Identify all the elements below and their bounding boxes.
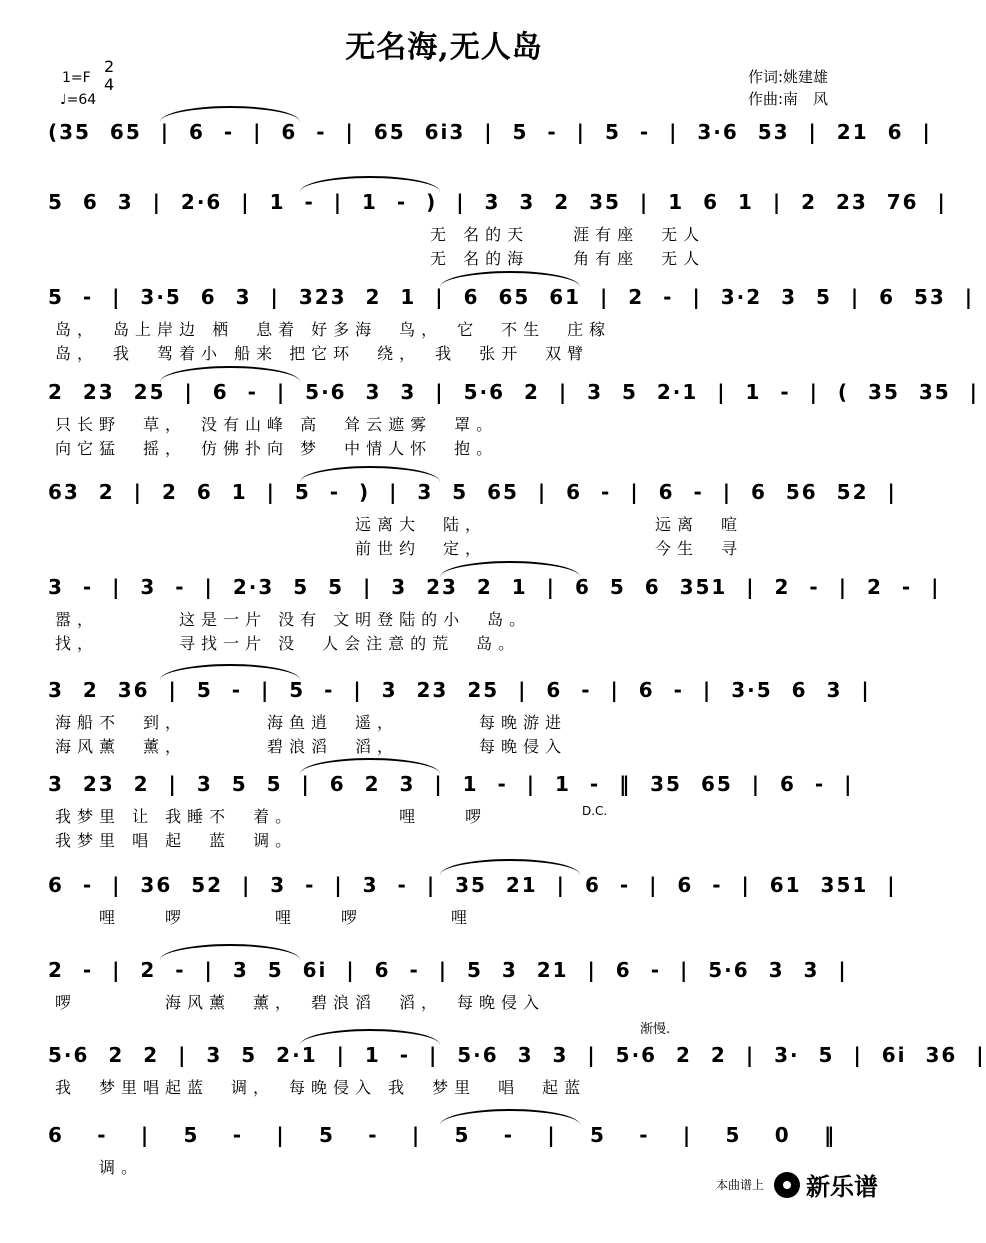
notes-text: 3 - | 3 - | 2·3 5 5 | 3 23 2 1 | 6 5 6 351 | 2 - | 2 - | xyxy=(48,575,941,599)
lyric-text: 向它猛 摇， 仿佛扑向 梦 中情人怀 抱。 xyxy=(55,439,499,458)
notes-text: (35 65 | 6 - | 6 - | 65 6i3 | 5 - | 5 - | 3·6 53 | 21 6 | xyxy=(48,120,932,144)
lyric-line xyxy=(0,317,888,339)
composer: 作曲:南 风 xyxy=(747,90,828,108)
lyric-text: 岛， 岛上岸边 栖 息着 好多海 鸟， 它 不生 庄稼 xyxy=(55,320,612,339)
notes-line xyxy=(0,1043,986,1077)
notes-text: 5 6 3 | 2·6 | 1 - | 1 - ) | 3 3 2 35 | 1 6 1 | 2 23 76 | xyxy=(48,190,947,214)
lyric-line xyxy=(0,1075,888,1097)
notes-text: 2 - | 2 - | 3 5 6i | 6 - | 5 3 21 | 6 - | 5·6 3 3 | xyxy=(48,958,848,982)
lyric-line xyxy=(0,734,888,756)
notes-line xyxy=(0,873,897,907)
lyric-line xyxy=(0,436,888,458)
notes-line xyxy=(0,958,888,992)
notes-line xyxy=(0,772,888,806)
notes-line xyxy=(0,1123,888,1157)
lyric-line xyxy=(0,512,888,534)
lyric-text: 无 名的天 涯有座 无人 xyxy=(430,225,706,244)
notes-line xyxy=(0,480,897,514)
lyric-text: 我梦里 唱 起 蓝 调。 xyxy=(55,831,298,850)
notes-text: 5·6 2 2 | 3 5 2·1 | 1 - | 5·6 3 3 | 5·6 2 2 | 3· 5 | 6i 36 | xyxy=(48,1043,986,1067)
lyric-line xyxy=(0,710,888,732)
lyric-line xyxy=(0,222,888,244)
song-title: 无名海,无人岛 xyxy=(345,30,543,65)
lyric-line xyxy=(0,536,888,558)
record-icon xyxy=(774,1172,800,1198)
lyric-text: 嚣， 这是一片 没有 文明登陆的小 岛。 xyxy=(55,610,532,629)
lyric-text: 海船不 到， 海鱼逍 遥， 每晚游进 xyxy=(55,713,568,732)
lyric-text: 只长野 草， 没有山峰 高 耸云遮雾 罩。 xyxy=(55,415,499,434)
notes-line xyxy=(0,285,975,319)
lyric-line xyxy=(0,631,888,653)
notes-line xyxy=(0,190,947,224)
lyric-text: 前世约 定， 今生 寻 xyxy=(355,539,744,558)
lyric-text: 啰 海风薰 薰， 碧浪滔 滔， 每晚侵入 xyxy=(55,993,546,1012)
slowing-marking: 渐慢. xyxy=(640,1022,671,1037)
lyric-line xyxy=(0,804,888,826)
lyric-line xyxy=(0,412,888,434)
slur-mark xyxy=(160,106,300,122)
footer-text: 本曲谱上 xyxy=(715,1178,764,1192)
lyric-text: 远离大 陆， 远离 喧 xyxy=(355,515,744,534)
lyric-text: 调。 xyxy=(55,1158,144,1177)
score-system xyxy=(0,575,941,695)
lyric-text: 找， 寻找一片 没 人会注意的荒 岛。 xyxy=(55,634,521,653)
dc-marking: D.C. xyxy=(582,804,608,818)
lyric-text: 无 名的海 角有座 无人 xyxy=(430,249,706,268)
notes-text: 6 - | 36 52 | 3 - | 3 - | 35 21 | 6 - | 6 - | 61 351 | xyxy=(48,873,897,897)
notes-text: 2 23 25 | 6 - | 5·6 3 3 | 5·6 2 | 3 5 2·1 | 1 - | ( 35 35 | xyxy=(48,380,979,404)
lyricist: 作词:姚建雄 xyxy=(747,68,828,86)
notes-text: 6 - | 5 - | 5 - | 5 - | 5 - | 5 0 ‖ xyxy=(48,1123,836,1147)
lyric-line xyxy=(0,607,888,629)
tempo-marking: ♩=64 xyxy=(60,92,97,108)
lyric-text: 海风薰 薰， 碧浪滔 滔， 每晚侵入 xyxy=(55,737,568,756)
notes-line xyxy=(0,120,932,154)
time-signature: 2 4 xyxy=(104,57,115,94)
lyric-line xyxy=(0,828,888,850)
lyric-line xyxy=(0,990,888,1012)
lyric-text: 哩 啰 哩 啰 哩 xyxy=(55,908,474,927)
site-logo xyxy=(716,1167,878,1202)
lyric-line xyxy=(0,905,888,927)
notes-line xyxy=(0,678,888,712)
lyric-line xyxy=(0,246,888,268)
notes-text: 63 2 | 2 6 1 | 5 - ) | 3 5 65 | 6 - | 6 - | 6 56 52 | xyxy=(48,480,897,504)
key-signature: 1=F xyxy=(62,70,91,86)
brand-name: 新乐谱 xyxy=(806,1173,878,1201)
notes-text: 5 - | 3·5 6 3 | 323 2 1 | 6 65 61 | 2 - | 3·2 3 5 | 6 53 | xyxy=(48,285,975,309)
notes-line xyxy=(0,380,979,414)
lyric-text: 我 梦里唱起蓝 调， 每晚侵入 我 梦里 唱 起蓝 xyxy=(55,1078,587,1097)
notes-text: 3 23 2 | 3 5 5 | 6 2 3 | 1 - | 1 - ‖ 35 65 | 6 - | xyxy=(48,772,854,796)
lyric-line xyxy=(0,341,888,363)
credits xyxy=(748,66,828,110)
lyric-text: 岛， 我 驾着小 船来 把它环 绕， 我 张开 双臂 xyxy=(55,344,590,363)
notes-text: 3 2 36 | 5 - | 5 - | 3 23 25 | 6 - | 6 - | 3·5 6 3 | xyxy=(48,678,871,702)
lyric-text: 我梦里 让 我睡不 着。 哩 啰 xyxy=(55,807,488,826)
notes-line xyxy=(0,575,941,609)
